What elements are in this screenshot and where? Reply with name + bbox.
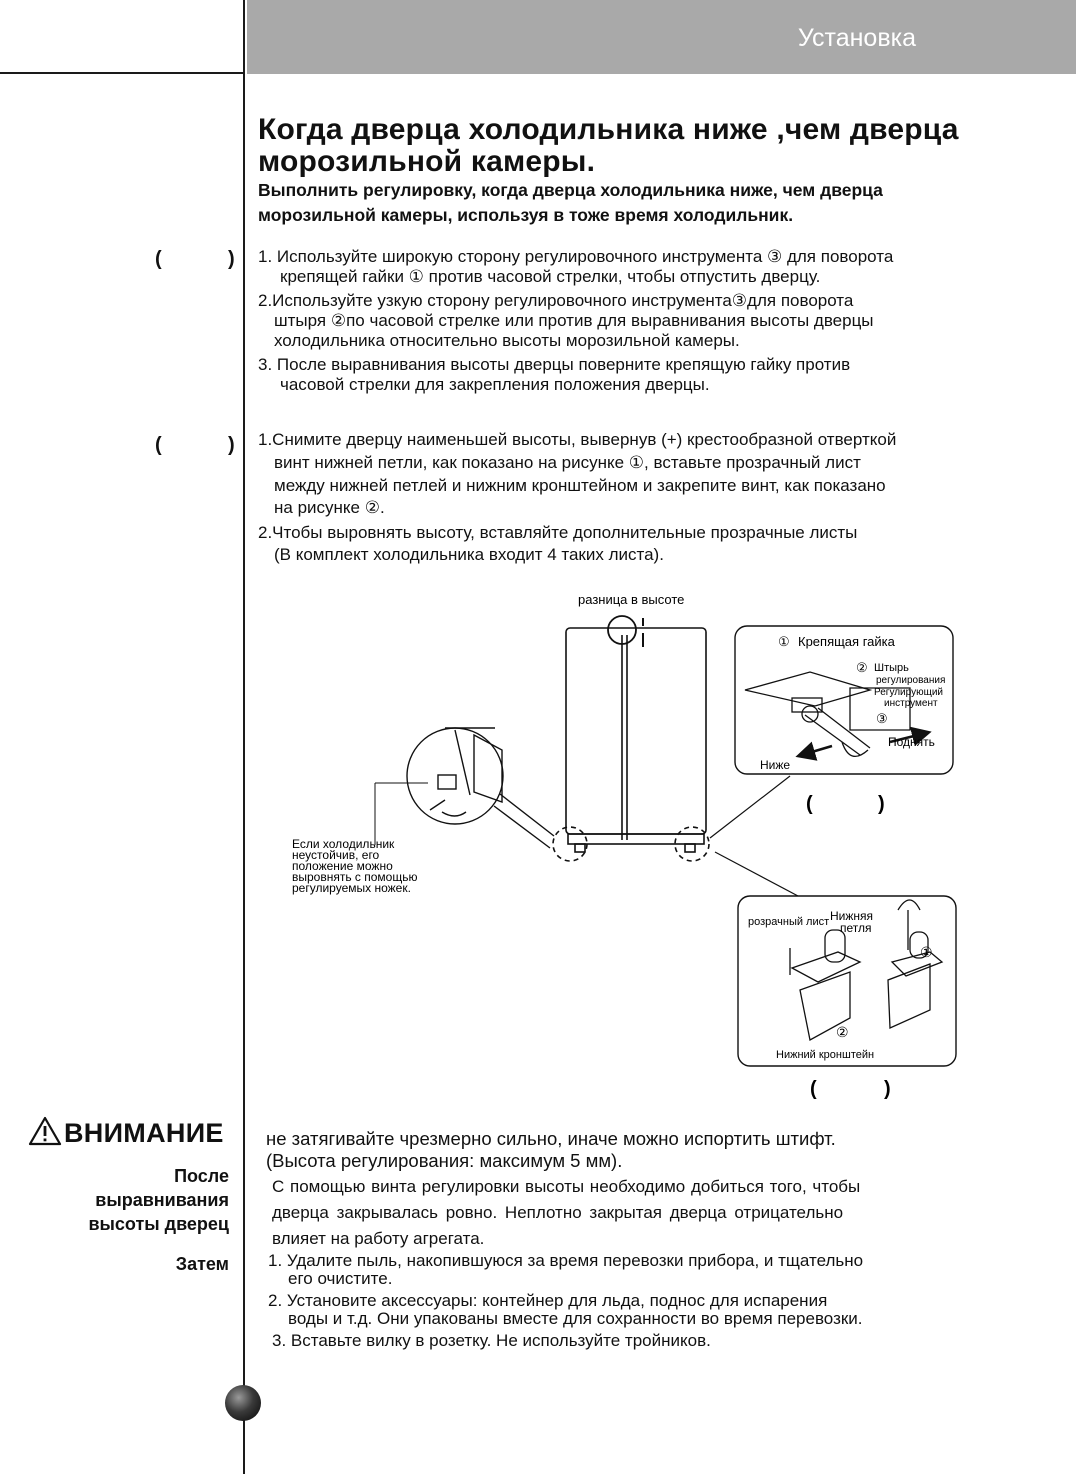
- subtitle-line-2: морозильной камеры, используя в тоже время холодильник.: [258, 205, 794, 225]
- section2-step-2-line-1: 2.Чтобы выровнять высоту, вставляйте дополнительные прозрачные листы: [258, 523, 858, 542]
- num-1-hinge: ①: [920, 944, 933, 960]
- hinge-label-1: Нижняя: [830, 909, 874, 923]
- subtitle-line-1: Выполнить регулировку, когда дверца холодильника ниже, чем дверца: [258, 180, 883, 200]
- section1-step-2-line-3: холодильника относительно высоты морозильной камеры.: [274, 331, 740, 350]
- section1-step-1-line-1: 1. Используйте широкую сторону регулировочного инструмента ③ для поворота: [258, 247, 894, 266]
- section1-paren-close: ): [228, 248, 235, 270]
- section2-step-1-line-4: на рисунке ②.: [274, 498, 385, 517]
- warning-para-line-3: влияет на работу агрегата.: [272, 1229, 485, 1248]
- then-step-1-line-2: его очистите.: [288, 1269, 393, 1288]
- foot-note-line-1: Если холодильник: [292, 837, 395, 851]
- warning-side-line-3: высоты дверец: [88, 1214, 229, 1234]
- warning-title: ВНИМАНИЕ: [64, 1118, 224, 1148]
- figure-b-paren-close: ): [884, 1078, 891, 1100]
- section2-step-2-line-2: (В комплект холодильника входит 4 таких листа).: [274, 545, 664, 564]
- figure-a-paren-close: ): [878, 793, 885, 815]
- num-2-hinge: ②: [836, 1024, 849, 1040]
- foot-note: [292, 837, 421, 895]
- warning-triangle-icon: [28, 1116, 62, 1146]
- section2-step-1-line-3: между нижней петлей и нижним кронштейном и закрепите винт, как показано: [274, 476, 886, 495]
- sheet-label: розрачный лист: [748, 916, 830, 928]
- figure-b-paren-open: (: [810, 1078, 817, 1100]
- page-title-line-1: Когда дверца холодильника ниже ,чем дверца: [258, 113, 959, 146]
- page-title: [258, 114, 959, 178]
- warning-side-then: Затем: [175, 1254, 229, 1274]
- warning-line-1: не затягивайте чрезмерно сильно, иначе можно испортить штифт.: [266, 1128, 836, 1149]
- nut-label: Крепящая гайка: [798, 634, 895, 649]
- up-label: Поднять: [888, 735, 935, 749]
- tool-label-2: инструмент: [884, 698, 938, 709]
- page-title-line-2: морозильной камеры.: [258, 145, 596, 178]
- warning-line-2: (Высота регулирования: максимум 5 мм).: [266, 1150, 623, 1171]
- foot-note-line-4: выровнять с помощью: [292, 870, 418, 884]
- hinge-label-2: петля: [840, 921, 872, 935]
- header-bar: [247, 0, 1076, 74]
- pin-label-1: Штырь: [874, 662, 909, 674]
- height-diff-label: разница в высоте: [578, 592, 685, 607]
- installation-figure: [270, 580, 970, 1110]
- then-step-2-line-1: 2. Установите аксессуары: контейнер для льда, поднос для испарения: [268, 1291, 828, 1310]
- hinge-detail: [715, 852, 956, 1066]
- page-bullet-icon: [225, 1385, 261, 1421]
- section2-step-1-line-1: 1.Снимите дверцу наименьшей высоты, вывернув (+) крестообразной отверткой: [258, 430, 897, 449]
- section2-step-1-line-2: винт нижней петли, как показано на рисунке ①, вставьте прозрачный лист: [274, 453, 861, 472]
- warning-side-line-2: выравнивания: [95, 1190, 229, 1210]
- num-3-tool: ③: [876, 711, 888, 726]
- section2-paren-open: (: [155, 434, 162, 456]
- down-label: Ниже: [760, 758, 791, 772]
- bracket-label: Нижний кронштейн: [776, 1049, 875, 1061]
- then-step-2-line-2: воды и т.д. Они упакованы вместе для сохранности во время перевозки.: [288, 1309, 863, 1328]
- section1-step-2-line-1: 2.Используйте узкую сторону регулировочного инструмента③для поворота: [258, 291, 854, 310]
- door-adjust-detail: [710, 626, 953, 838]
- num-2-pin: ②: [856, 660, 868, 675]
- page-subtitle: [258, 178, 883, 228]
- section1-step-3-line-2: часовой стрелки для закрепления положения дверцы.: [280, 375, 710, 394]
- then-step-1-line-1: 1. Удалите пыль, накопившуюся за время перевозки прибора, и тщательно: [268, 1251, 864, 1270]
- warning-para-line-2: дверца закрывалась ровно. Неплотно закрытая дверца отрицательно: [272, 1203, 844, 1222]
- section1-step-3-line-1: 3. После выравнивания высоты дверцы поверните крепящую гайку против: [258, 355, 851, 374]
- section1-step-2-line-2: штыря ②по часовой стрелке или против для выравнивания высоты дверцы: [274, 311, 874, 330]
- warning-side-line-1: После: [174, 1166, 229, 1186]
- section1-step-1-line-2: крепящей гайки ① против часовой стрелки, чтобы отпустить дверцу.: [280, 267, 821, 286]
- adjustable-foot-detail: [407, 728, 554, 848]
- num-1-nut: ①: [778, 634, 790, 649]
- refrigerator-illustration: [553, 616, 709, 861]
- left-margin-rule: [243, 0, 245, 1474]
- foot-note-line-2: неустойчив, его: [292, 848, 380, 862]
- tool-label-1: Регулирующий: [874, 687, 943, 698]
- section1-paren-open: (: [155, 248, 162, 270]
- then-step-3-line-1: 3. Вставьте вилку в розетку. Не используйте тройников.: [272, 1331, 711, 1350]
- section2-paren-close: ): [228, 434, 235, 456]
- foot-note-line-5: регулируемых ножек.: [292, 881, 411, 895]
- figure-a-paren-open: (: [806, 793, 813, 815]
- pin-label-2: регулирования: [876, 675, 946, 686]
- warning-para-line-1: С помощью винта регулировки высоты необходимо добиться того, чтобы: [272, 1177, 861, 1196]
- foot-note-line-3: положение можно: [292, 859, 393, 873]
- header-left-rule: [0, 72, 243, 74]
- page-section-title: Установка: [797, 24, 916, 52]
